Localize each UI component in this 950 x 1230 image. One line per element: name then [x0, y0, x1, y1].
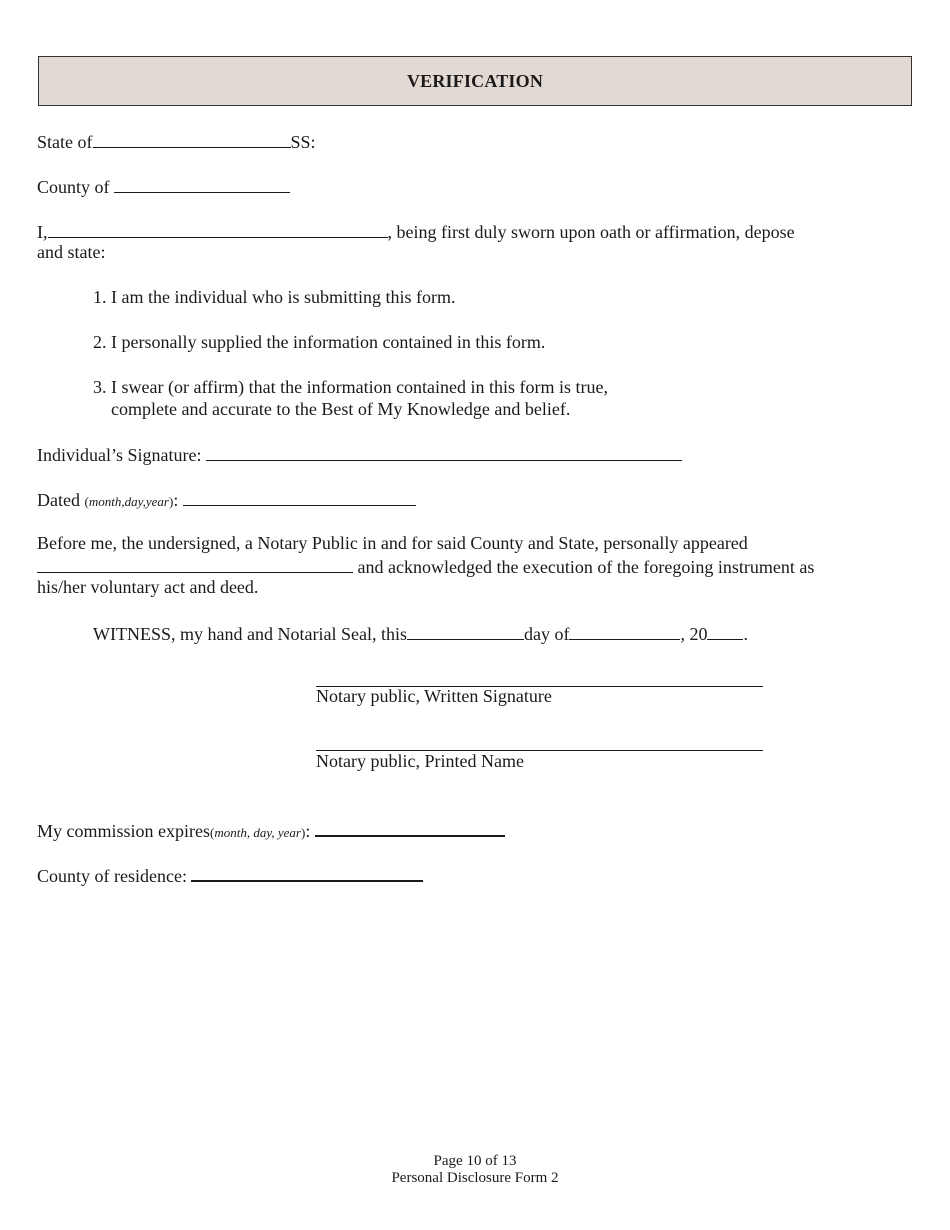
- signature-blank[interactable]: [206, 442, 682, 461]
- notary-written-signature-label: Notary public, Written Signature: [316, 686, 552, 706]
- county-line: [37, 174, 290, 198]
- dated-line: Dated (month,day,year):: [37, 487, 416, 513]
- residence-label: County of residence:: [37, 866, 187, 886]
- commission-hint: month, day, year: [214, 825, 301, 840]
- commission-blank[interactable]: [315, 817, 505, 837]
- dated-hint: month,day,year: [88, 494, 169, 509]
- residence-line: [37, 862, 423, 887]
- witness-line: [93, 621, 748, 645]
- statement-3-cont: complete and accurate to the Best of My Knowledge and belief.: [111, 399, 571, 419]
- signature-label: Individual’s Signature:: [37, 445, 202, 465]
- affiant-line: [37, 219, 795, 243]
- dated-label: Dated: [37, 490, 80, 510]
- state-label: State of: [37, 132, 93, 152]
- witness-year-blank[interactable]: [707, 621, 743, 640]
- before-me-line: Before me, the undersigned, a Notary Public in and for said County and State, personally appeared: [37, 533, 748, 553]
- appeared-name-blank[interactable]: [37, 554, 353, 573]
- voluntary-line: his/her voluntary act and deed.: [37, 577, 259, 597]
- commission-line: My commission expires(month, day, year):: [37, 817, 505, 844]
- sworn-text-cont-line: [37, 241, 105, 263]
- witness-prefix: WITNESS, my hand and Notarial Seal, this: [93, 624, 407, 644]
- sworn-text: , being first duly sworn upon oath or affirmation, depose: [387, 222, 795, 242]
- commission-label: My commission expires: [37, 821, 210, 841]
- state-line: [37, 129, 316, 153]
- witness-month-blank[interactable]: [569, 621, 680, 640]
- i-label: I,: [37, 222, 48, 242]
- notary-printed-name-label: Notary public, Printed Name: [316, 751, 524, 771]
- verification-header: [38, 56, 912, 106]
- county-label: County of: [37, 177, 110, 197]
- acknowledged-text: and acknowledged the execution of the foregoing instrument as: [357, 557, 815, 577]
- ss-label: SS:: [290, 132, 316, 152]
- state-blank[interactable]: [93, 129, 291, 148]
- county-blank[interactable]: [114, 174, 290, 193]
- witness-day-blank[interactable]: [407, 621, 524, 640]
- year-prefix: , 20: [680, 624, 708, 644]
- dated-colon: :: [173, 490, 179, 510]
- day-of-label: day of: [523, 624, 570, 644]
- footer-page-number: Page 10 of 13: [433, 1153, 517, 1169]
- header-title: VERIFICATION: [406, 70, 544, 91]
- statement-3: 3. I swear (or affirm) that the information contained in this form is true,: [93, 377, 609, 397]
- dated-blank[interactable]: [183, 487, 416, 506]
- signature-line: [37, 442, 682, 466]
- witness-period: .: [743, 624, 748, 644]
- acknowledged-line: [37, 554, 814, 578]
- statement-1: 1. I am the individual who is submitting this form.: [93, 287, 456, 307]
- statement-2: 2. I personally supplied the information contained in this form.: [93, 332, 546, 352]
- commission-colon: :: [305, 821, 311, 841]
- footer-form-name: Personal Disclosure Form 2: [391, 1170, 559, 1186]
- sworn-text-cont: and state:: [37, 242, 106, 262]
- affiant-name-blank[interactable]: [48, 219, 388, 238]
- residence-blank[interactable]: [191, 862, 423, 882]
